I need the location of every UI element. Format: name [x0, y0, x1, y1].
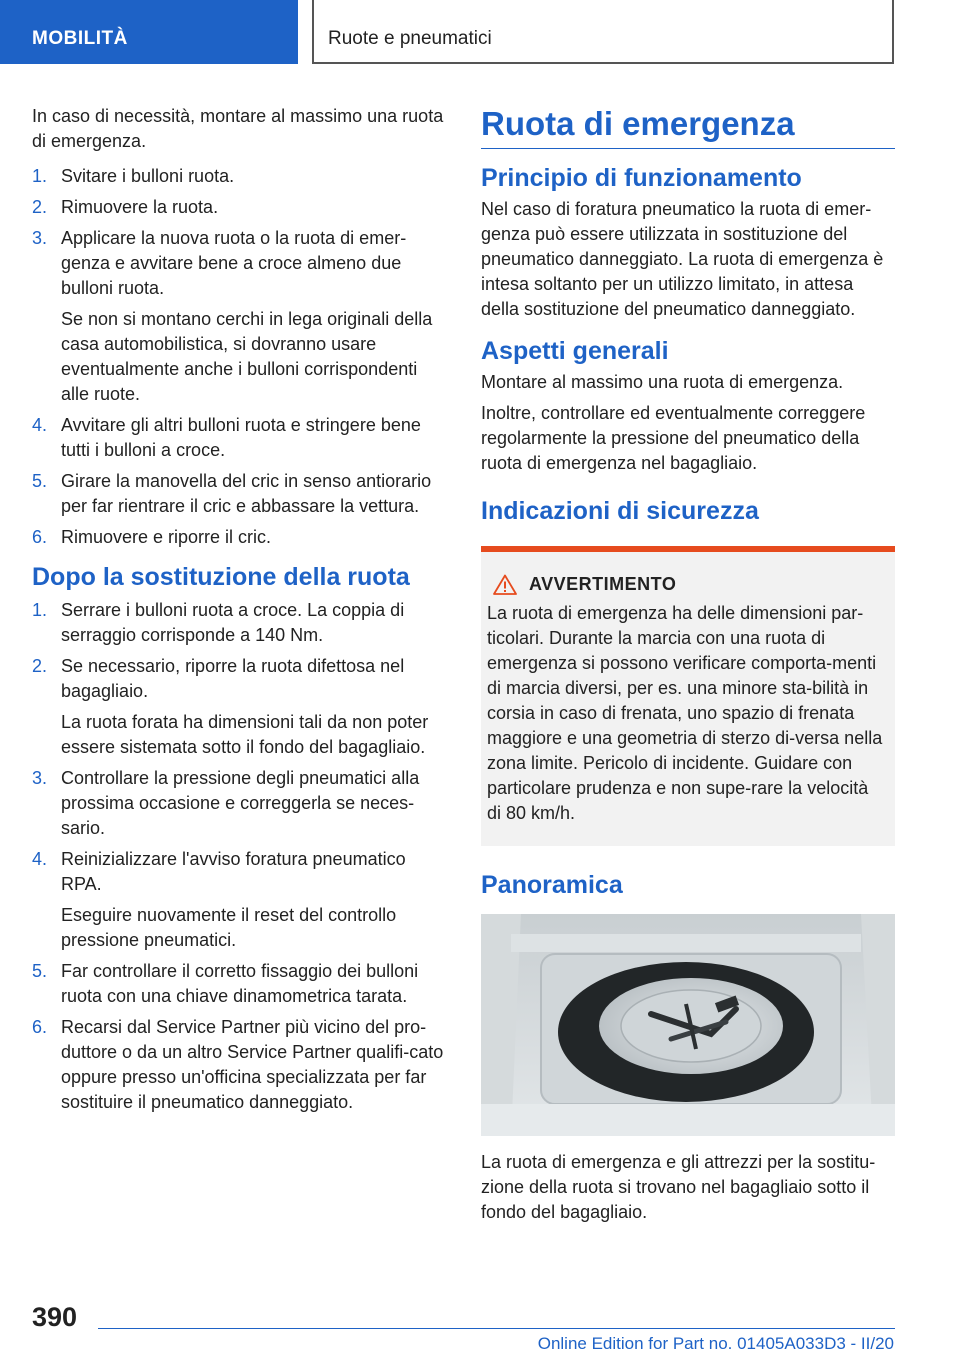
- footer-divider: [98, 1328, 895, 1329]
- step-number: 1.: [32, 166, 48, 186]
- step-number: 3.: [32, 228, 48, 248]
- intro-text: In caso di necessità, montare al massimo una ruota di emergenza.: [32, 106, 444, 151]
- step-item: [32, 1015, 450, 1115]
- text-aspetti-2: Inoltre, controllare ed eventualmente correggere regolarmente la pressione del pneumatico della ruota di emergenza nel bagagliaio.: [481, 403, 866, 473]
- step-number: 2.: [32, 197, 48, 217]
- step-text: Serrare i bulloni ruota a croce. La coppia di serraggio corrisponde a 140 Nm.: [61, 600, 405, 645]
- warning-text: La ruota di emergenza ha delle dimensioni par-ticolari. Durante la marcia con una ruota di emergenza si possono verificare comporta-menti di marcia diversi, per es. una minore sta-bilità in corsia in caso di frenata, uno spazio di frenata maggiore e una geometria di sterzo di-versa nella zona limite. Pericolo di incidente. Guidare con particolare prudenza e non supe-rare la velocità di 80 km/h.: [487, 603, 883, 823]
- step-item: [32, 164, 450, 189]
- step-item: [32, 959, 450, 1009]
- footer-edition: Online Edition for Part no. 01405A033D3 - II/20: [537, 1334, 894, 1353]
- step-number: 6.: [32, 527, 48, 547]
- warning-header: [493, 574, 885, 595]
- left-column: [32, 104, 450, 1121]
- step-text: Rimuovere e riporre il cric.: [61, 527, 272, 547]
- warning-box: [481, 546, 895, 846]
- heading-principio: Principio di funzionamento: [481, 164, 802, 192]
- step-text: Recarsi dal Service Partner più vicino del pro-duttore o da un altro Service Partner qualifi-cato oppure presso un'officina specializzata per far sostituire il pneumatico danneggiato.: [61, 1017, 444, 1112]
- steps-after-change: [32, 598, 450, 1115]
- step-item: [32, 413, 450, 463]
- chapter-label: Ruote e pneumatici: [328, 28, 492, 49]
- heading-aspetti: Aspetti generali: [481, 337, 669, 365]
- step-text: Rimuovere la ruota.: [61, 197, 219, 217]
- step-number: 1.: [32, 600, 48, 620]
- step-number: 3.: [32, 768, 48, 788]
- step-text: Se necessario, riporre la ruota difettosa nel bagagliaio.: [61, 656, 405, 701]
- right-column: [481, 104, 895, 1225]
- step-number: 5.: [32, 471, 48, 491]
- step-item: [32, 766, 450, 841]
- step-number: 6.: [32, 1017, 48, 1037]
- step-number: 4.: [32, 415, 48, 435]
- text-principio: Nel caso di foratura pneumatico la ruota di emer-genza può essere utilizzata in sostituzione del pneumatico danneggiato. La ruota di emergenza è intesa soltanto per un utilizzo limitato, in attesa della sostituzione del pneumatico danneggiato.: [481, 199, 884, 319]
- step-text: Applicare la nuova ruota o la ruota di emer-genza e avvitare bene a croce almeno due bulloni ruota.: [61, 228, 407, 298]
- step-number: 5.: [32, 961, 48, 981]
- heading-panoramica: Panoramica: [481, 871, 623, 899]
- step-item: [32, 847, 450, 953]
- warning-triangle-icon: [493, 574, 517, 595]
- step-note: La ruota forata ha dimensioni tali da non poter essere sistemata sotto il fondo del bagagliaio.: [61, 712, 429, 757]
- image-caption: La ruota di emergenza e gli attrezzi per la sostitu-zione della ruota si trovano nel bagagliaio sotto il fondo del bagagliaio.: [481, 1152, 876, 1222]
- step-note: Se non si montano cerchi in lega originali della casa automobilistica, si dovranno usare eventualmente anche i bulloni corrispondenti alle ruote.: [61, 309, 433, 404]
- section-label: MOBILITÀ: [32, 28, 128, 49]
- spare-wheel-image: [481, 914, 895, 1136]
- step-text: Far controllare il corretto fissaggio dei bulloni ruota con una chiave dinamometrica tarata.: [61, 961, 419, 1006]
- page-number: 390: [32, 1302, 78, 1332]
- heading-after-change: Dopo la sostituzione della ruota: [32, 563, 410, 591]
- step-item: [32, 654, 450, 760]
- step-text: Girare la manovella del cric in senso antiorario per far rientrare il cric e abbassare la vettura.: [61, 471, 432, 516]
- step-item: [32, 226, 450, 407]
- page-title: Ruota di emergenza: [481, 104, 895, 149]
- heading-sicurezza: Indicazioni di sicurezza: [481, 497, 759, 525]
- step-item: [32, 598, 450, 648]
- step-item: [32, 469, 450, 519]
- chapter-header: [312, 0, 894, 64]
- step-note: Eseguire nuovamente il reset del controllo pressione pneumatici.: [61, 905, 397, 950]
- steps-change-wheel: [32, 164, 450, 550]
- step-number: 2.: [32, 656, 48, 676]
- step-text: Avvitare gli altri bulloni ruota e stringere bene tutti i bulloni a croce.: [61, 415, 421, 460]
- text-aspetti-1: Montare al massimo una ruota di emergenza.: [481, 372, 844, 392]
- step-item: [32, 195, 450, 220]
- step-number: 4.: [32, 849, 48, 869]
- warning-title: AVVERTIMENTO: [529, 574, 677, 594]
- section-tab: [0, 0, 298, 64]
- step-text: Reinizializzare l'avviso foratura pneumatico RPA.: [61, 849, 406, 894]
- step-item: [32, 525, 450, 550]
- step-text: Svitare i bulloni ruota.: [61, 166, 235, 186]
- step-text: Controllare la pressione degli pneumatici alla prossima occasione e correggerla se neces-sario.: [61, 768, 420, 838]
